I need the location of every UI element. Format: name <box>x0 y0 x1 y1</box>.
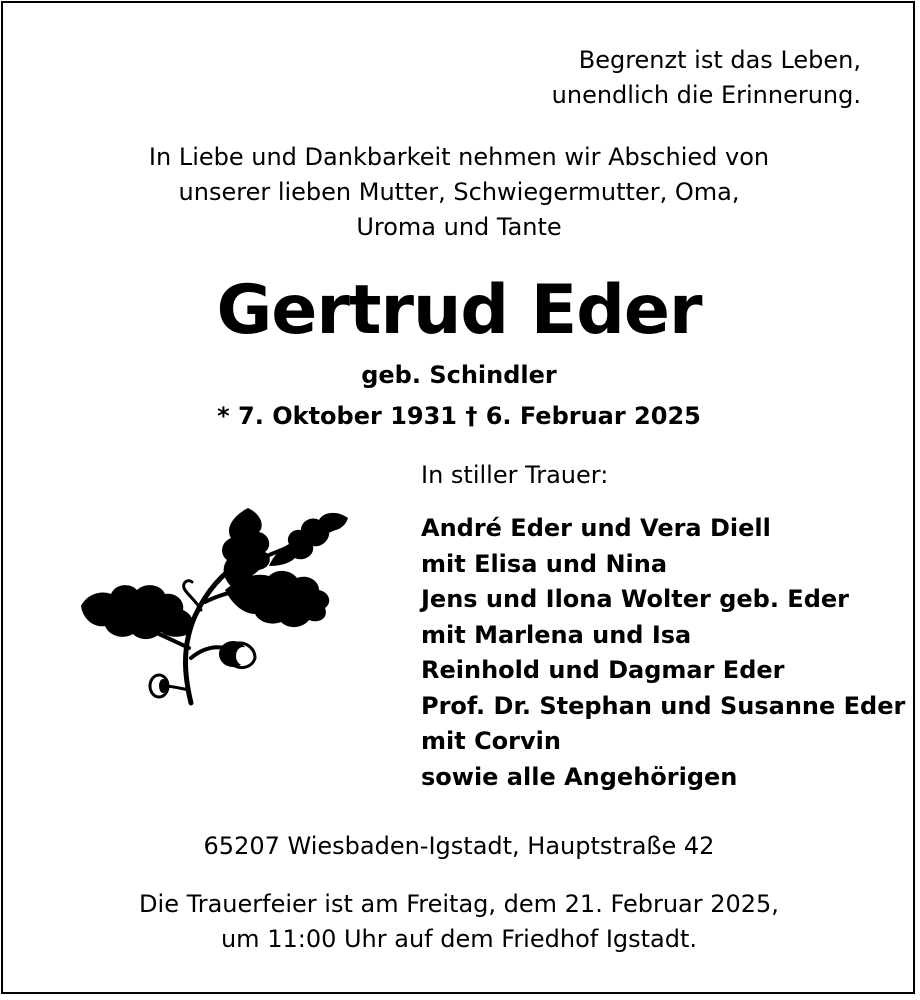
motto-line-1: Begrenzt ist das Leben, <box>578 46 861 74</box>
deceased-name: Gertrud Eder <box>216 271 702 350</box>
motto-line-2: unendlich die Erinnerung. <box>551 81 861 109</box>
intro-line-1: In Liebe und Dankbarkeit nehmen wir Abschied von <box>148 143 770 171</box>
oak-leaves-acorn-icon <box>73 498 363 718</box>
mourner-line: Reinhold und Dagmar Eder <box>421 656 785 684</box>
mourner-line: mit Marlena und Isa <box>421 620 692 649</box>
intro-line-3: Uroma und Tante <box>356 213 562 241</box>
funeral-info <box>3 887 915 957</box>
funeral-line-1: Die Trauerfeier ist am Freitag, dem 21. Februar 2025, <box>139 890 779 918</box>
farewell-intro <box>3 140 915 245</box>
funeral-line-2: um 11:00 Uhr auf dem Friedhof Igstadt. <box>220 925 698 953</box>
life-dates: * 7. Oktober 1931 † 6. Februar 2025 <box>217 402 701 430</box>
mourners-list <box>421 511 905 795</box>
mourner-line: André Eder und Vera Diell <box>421 514 771 542</box>
mourner-line: sowie alle Angehörigen <box>421 762 738 791</box>
motto <box>552 43 861 113</box>
mourner-line: mit Elisa und Nina <box>421 549 668 578</box>
family-address: 65207 Wiesbaden-Igstadt, Hauptstraße 42 <box>203 832 715 860</box>
mourner-line: mit Corvin <box>421 727 561 755</box>
mourner-line: Jens und Ilona Wolter geb. Eder <box>421 585 849 613</box>
mourner-line: Prof. Dr. Stephan und Susanne Eder <box>421 691 906 720</box>
mourning-heading: In stiller Trauer: <box>421 461 609 489</box>
obituary-notice <box>1 1 915 994</box>
maiden-name: geb. Schindler <box>361 361 557 389</box>
intro-line-2: unserer lieben Mutter, Schwiegermutter, Oma, <box>178 178 740 206</box>
